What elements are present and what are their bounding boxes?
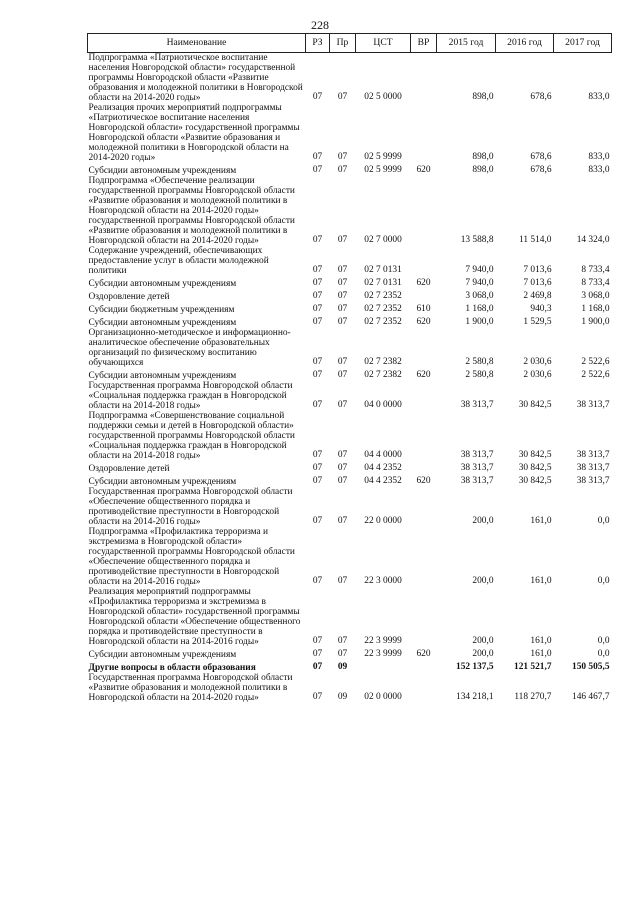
- row-2017: 0,0: [597, 576, 610, 586]
- row-2015: 898,0: [472, 152, 494, 162]
- row-2016: 30 842,5: [518, 476, 552, 486]
- row-vr: [411, 461, 437, 474]
- row-cst: 02 5 0000: [364, 92, 402, 102]
- row-rz: 07: [312, 400, 323, 410]
- row-cst: 22 3 0000: [364, 576, 402, 586]
- row-pr: 07: [337, 152, 348, 162]
- table-row: [88, 53, 612, 104]
- table-row: [88, 587, 612, 647]
- row-pr: 07: [337, 400, 348, 410]
- row-2016: 30 842,5: [518, 400, 552, 410]
- row-2015: 2 580,8: [465, 357, 494, 367]
- row-cst: 22 3 9999: [364, 649, 402, 659]
- row-rz: 07: [312, 516, 323, 526]
- row-2016: 121 521,7: [514, 662, 552, 672]
- row-2015: 13 588,8: [460, 235, 494, 245]
- row-rz: 07: [312, 636, 323, 646]
- row-rz: 07: [312, 463, 323, 473]
- row-pr: 09: [337, 692, 348, 702]
- row-2016: 161,0: [530, 576, 552, 586]
- row-pr: 07: [337, 476, 348, 486]
- row-2017: 833,0: [588, 92, 610, 102]
- table-row: [88, 660, 612, 673]
- row-2017: 0,0: [597, 636, 610, 646]
- row-name: Оздоровление детей: [88, 464, 170, 474]
- row-2015: 898,0: [472, 92, 494, 102]
- row-name: Государственная программа Новгородской области «Развитие образования и молодежной политики в Новгородской области на 2014-2020 годы»: [88, 673, 293, 703]
- row-pr: 07: [337, 92, 348, 102]
- row-pr: 07: [337, 636, 348, 646]
- row-name: Подпрограмма «Профилактика терроризма и экстремизма в Новгородской области» государственной программы Новгородской области «Обеспечение общественного порядка и противодействие преступности в Новгородской области на 2014-2016 годы»: [88, 527, 295, 587]
- row-2017: 2 522,6: [581, 370, 610, 380]
- table-row: [88, 302, 612, 315]
- row-2017: 8 733,4: [581, 265, 610, 275]
- row-pr: 09: [337, 662, 348, 672]
- header-2015: 2015 год: [437, 34, 496, 53]
- row-2017: 38 313,7: [576, 400, 610, 410]
- row-vr: 620: [416, 278, 431, 288]
- row-name: Субсидии автономным учреждениям: [88, 166, 237, 176]
- row-cst: 02 7 0131: [364, 265, 402, 275]
- row-2015: 7 940,0: [465, 265, 494, 275]
- row-2017: 833,0: [588, 165, 610, 175]
- table-row: [88, 461, 612, 474]
- row-2017: 38 313,7: [576, 463, 610, 473]
- header-rz: РЗ: [306, 34, 330, 53]
- page-number: 228: [311, 18, 329, 32]
- row-vr: [411, 246, 437, 276]
- row-vr: [411, 289, 437, 302]
- row-pr: 07: [337, 317, 348, 327]
- row-2016: 678,6: [530, 152, 552, 162]
- table-row: [88, 163, 612, 176]
- row-cst: 02 7 2352: [364, 317, 402, 327]
- row-2016: 7 013,6: [523, 265, 552, 275]
- table-header-row: [88, 34, 612, 53]
- row-name: Реализация прочих мероприятий подпрограммы «Патриотическое воспитание населения Новгородской области» государственной программы Новгородской области «Развитие образования и молодежной политики в Новгородской области на 2014-2020 годы»: [88, 103, 300, 163]
- row-cst: 04 4 2352: [364, 463, 402, 473]
- row-2015: 1 168,0: [465, 304, 494, 314]
- row-vr: [411, 53, 437, 104]
- table-row: [88, 527, 612, 587]
- header-pr: Пр: [330, 34, 356, 53]
- header-2016: 2016 год: [496, 34, 554, 53]
- table-row: [88, 411, 612, 461]
- row-2017: 2 522,6: [581, 357, 610, 367]
- row-2016: 30 842,5: [518, 450, 552, 460]
- row-2015: 2 580,8: [465, 370, 494, 380]
- table-row: [88, 474, 612, 487]
- row-2015: 200,0: [472, 649, 494, 659]
- row-rz: 07: [312, 662, 323, 672]
- row-rz: 07: [312, 370, 323, 380]
- row-cst: 04 4 0000: [364, 450, 402, 460]
- row-pr: 07: [337, 370, 348, 380]
- row-2017: 0,0: [597, 516, 610, 526]
- row-cst: 02 7 2382: [364, 370, 402, 380]
- row-2016: 30 842,5: [518, 463, 552, 473]
- row-name: Субсидии бюджетным учреждениям: [88, 305, 235, 315]
- row-cst: 02 7 2352: [364, 304, 402, 314]
- row-vr: 620: [416, 370, 431, 380]
- row-2016: 7 013,6: [523, 278, 552, 288]
- row-2016: 1 529,5: [523, 317, 552, 327]
- row-vr: [411, 411, 437, 461]
- row-name: Государственная программа Новгородской области «Социальная поддержка граждан в Новгородской области на 2014-2018 годы»: [88, 381, 293, 411]
- row-vr: 610: [416, 304, 431, 314]
- row-cst: 02 5 9999: [364, 165, 402, 175]
- row-rz: 07: [312, 304, 323, 314]
- table-row: [88, 381, 612, 411]
- row-2017: 833,0: [588, 152, 610, 162]
- row-cst: 02 7 2382: [364, 357, 402, 367]
- row-rz: 07: [312, 165, 323, 175]
- row-2016: 678,6: [530, 165, 552, 175]
- row-name: Подпрограмма «Обеспечение реализации государственной программы Новгородской области «Развитие образования и молодежной политики в Новгородской области на 2014-2020 годы» государственной программы Новгородской области «Развитие образования и молодежной политики в Новгородской области на 2014-2020 годы»: [88, 176, 295, 246]
- row-rz: 07: [312, 92, 323, 102]
- row-2017: 3 068,0: [581, 291, 610, 301]
- row-vr: 620: [416, 476, 431, 486]
- row-pr: 07: [337, 291, 348, 301]
- row-pr: 07: [337, 450, 348, 460]
- table-row: [88, 315, 612, 328]
- row-2016: 2 030,6: [523, 357, 552, 367]
- row-pr: 07: [337, 304, 348, 314]
- row-rz: 07: [312, 278, 323, 288]
- row-vr: 620: [416, 165, 431, 175]
- row-2015: 134 218,1: [456, 692, 494, 702]
- row-rz: 07: [312, 450, 323, 460]
- row-rz: 07: [312, 152, 323, 162]
- table-row: [88, 103, 612, 163]
- row-2017: 1 168,0: [581, 304, 610, 314]
- table-row: [88, 673, 612, 703]
- row-2016: 118 270,7: [514, 692, 552, 702]
- row-2015: 200,0: [472, 636, 494, 646]
- row-2017: 38 313,7: [576, 476, 610, 486]
- row-2015: 1 900,0: [465, 317, 494, 327]
- row-2015: 898,0: [472, 165, 494, 175]
- row-pr: 07: [337, 576, 348, 586]
- header-name: Наименование: [88, 34, 306, 53]
- row-name: Подпрограмма «Совершенствование социальной поддержки семьи и детей в Новгородской области» государственной программы Новгородской области «Социальная поддержка граждан в Новгородской области на 2014-2018 годы»: [88, 411, 295, 461]
- row-cst: 22 3 9999: [364, 636, 402, 646]
- row-2017: 150 505,5: [572, 662, 610, 672]
- table-row: [88, 487, 612, 527]
- row-name: Государственная программа Новгородской области «Обеспечение общественного порядка и противодействие преступности в Новгородской области на 2014-2016 годы»: [88, 487, 293, 527]
- row-name: Содержание учреждений, обеспечивающих предоставление услуг в области молодежной политики: [88, 246, 269, 276]
- row-name: Субсидии автономным учреждениям: [88, 477, 237, 487]
- row-rz: 07: [312, 649, 323, 659]
- row-cst: 02 7 2352: [364, 291, 402, 301]
- row-2015: 38 313,7: [460, 463, 494, 473]
- row-pr: 07: [337, 357, 348, 367]
- row-vr: [411, 176, 437, 246]
- row-cst: 22 0 0000: [364, 516, 402, 526]
- row-rz: 07: [312, 357, 323, 367]
- row-name: Субсидии автономным учреждениям: [88, 650, 237, 660]
- row-rz: 07: [312, 317, 323, 327]
- row-2017: 38 313,7: [576, 450, 610, 460]
- table-row: [88, 276, 612, 289]
- row-vr: [411, 103, 437, 163]
- row-2015: 3 068,0: [465, 291, 494, 301]
- row-name: Организационно-методическое и информационно-аналитическое обеспечение образовательных организаций по физическому воспитанию обучающихся: [88, 328, 291, 368]
- row-rz: 07: [312, 576, 323, 586]
- header-vr: ВР: [411, 34, 437, 53]
- row-name: Субсидии автономным учреждениям: [88, 279, 237, 289]
- row-vr: [411, 328, 437, 368]
- row-vr: [411, 660, 437, 673]
- row-name: Субсидии автономным учреждениям: [88, 318, 237, 328]
- row-pr: 07: [337, 463, 348, 473]
- row-2015: 38 313,7: [460, 400, 494, 410]
- table-row: [88, 246, 612, 276]
- row-2016: 161,0: [530, 636, 552, 646]
- row-pr: 07: [337, 165, 348, 175]
- row-cst: 02 7 0131: [364, 278, 402, 288]
- row-cst: 04 4 2352: [364, 476, 402, 486]
- row-2017: 14 324,0: [576, 235, 610, 245]
- row-2016: 161,0: [530, 649, 552, 659]
- row-vr: [411, 381, 437, 411]
- row-2015: 200,0: [472, 516, 494, 526]
- row-2015: 7 940,0: [465, 278, 494, 288]
- table-row: [88, 647, 612, 660]
- budget-table: [87, 33, 612, 703]
- row-2015: 38 313,7: [460, 450, 494, 460]
- row-vr: 620: [416, 649, 431, 659]
- row-rz: 07: [312, 291, 323, 301]
- table-row: [88, 328, 612, 368]
- row-2017: 0,0: [597, 649, 610, 659]
- row-2015: 152 137,5: [456, 662, 494, 672]
- row-rz: 07: [312, 476, 323, 486]
- row-2016: 940,3: [530, 304, 552, 314]
- row-cst: 04 0 0000: [364, 400, 402, 410]
- row-pr: 07: [337, 265, 348, 275]
- row-2016: 161,0: [530, 516, 552, 526]
- row-2017: 1 900,0: [581, 317, 610, 327]
- row-name: Реализация мероприятий подпрограммы «Профилактика терроризма и экстремизма в Новгородской области» государственной программы Новгородской области «Обеспечение общественного порядка и противодействие преступности в Новгородской области на 2014-2016 годы»: [88, 587, 301, 647]
- row-cst: [356, 660, 411, 673]
- header-cst: ЦСТ: [356, 34, 411, 53]
- row-name: Подпрограмма «Патриотическое воспитание населения Новгородской области» государственной программы Новгородской области «Развитие образования и молодежной политики в Новгородской области на 2014-2020 годы»: [88, 53, 303, 103]
- row-pr: 07: [337, 278, 348, 288]
- row-vr: [411, 587, 437, 647]
- row-rz: 07: [312, 235, 323, 245]
- table-row: [88, 289, 612, 302]
- row-vr: [411, 527, 437, 587]
- row-2016: 11 514,0: [519, 235, 552, 245]
- row-2017: 146 467,7: [572, 692, 610, 702]
- row-rz: 07: [312, 265, 323, 275]
- row-2017: 8 733,4: [581, 278, 610, 288]
- row-rz: 07: [312, 692, 323, 702]
- row-name: Оздоровление детей: [88, 292, 170, 302]
- row-2015: 38 313,7: [460, 476, 494, 486]
- row-name: Другие вопросы в области образования: [88, 663, 256, 673]
- row-cst: 02 7 0000: [364, 235, 402, 245]
- header-2017: 2017 год: [554, 34, 612, 53]
- row-name: Субсидии автономным учреждениям: [88, 371, 237, 381]
- row-pr: 07: [337, 516, 348, 526]
- row-2015: 200,0: [472, 576, 494, 586]
- table-body: [88, 53, 612, 704]
- row-cst: 02 5 9999: [364, 152, 402, 162]
- row-2016: 2 030,6: [523, 370, 552, 380]
- row-vr: [411, 673, 437, 703]
- row-2016: 678,6: [530, 92, 552, 102]
- row-pr: 07: [337, 649, 348, 659]
- table-row: [88, 368, 612, 381]
- row-vr: [411, 487, 437, 527]
- row-vr: 620: [416, 317, 431, 327]
- row-2016: 2 469,8: [523, 291, 552, 301]
- row-cst: 02 0 0000: [364, 692, 402, 702]
- table-row: [88, 176, 612, 246]
- row-pr: 07: [337, 235, 348, 245]
